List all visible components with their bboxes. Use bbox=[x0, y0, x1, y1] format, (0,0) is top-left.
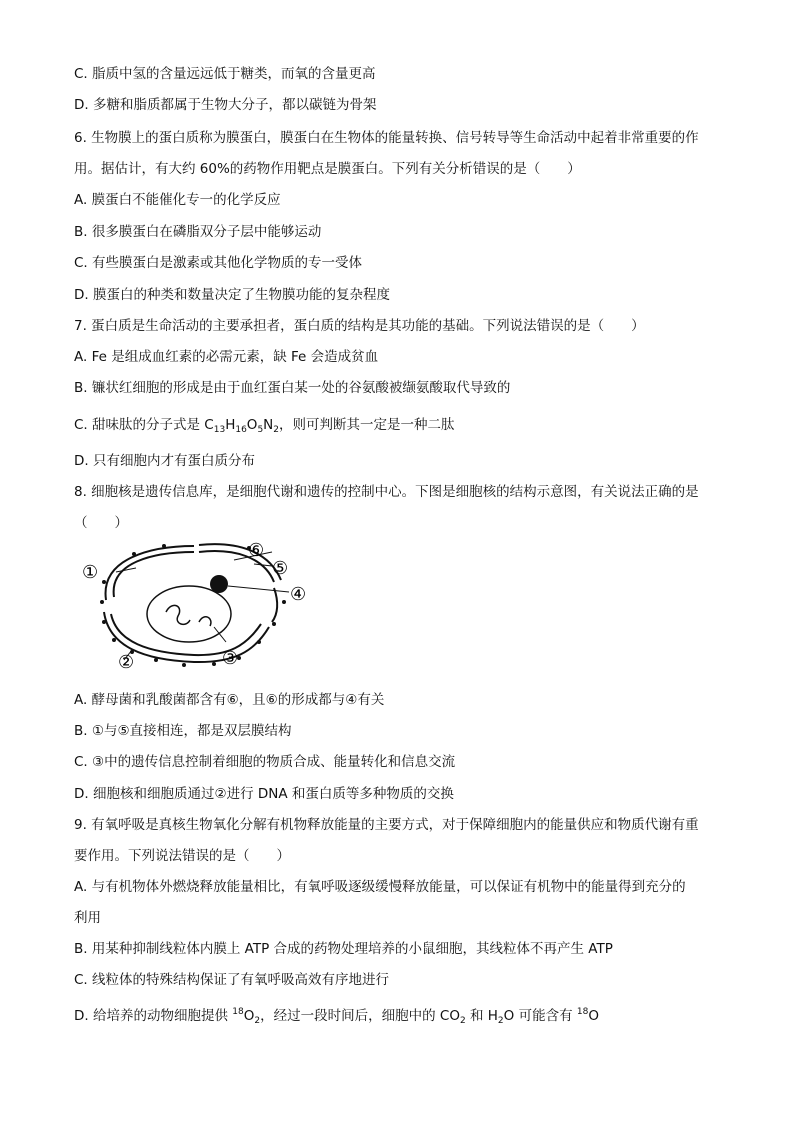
question-8-stem: 8. 细胞核是遗传信息库，是细胞代谢和遗传的控制中心。下图是细胞核的结构示意图，有关说法正确的是 bbox=[74, 484, 699, 500]
option-8b: B. ①与⑤直接相连，都是双层膜结构 bbox=[74, 723, 292, 739]
subscript: 16 bbox=[235, 425, 247, 435]
question-8-stem-cont: （ ） bbox=[74, 515, 128, 531]
question-6-stem: 6. 生物膜上的蛋白质称为膜蛋白，膜蛋白在生物体的能量转换、信号转导等生命活动中起着非常重要的作 bbox=[74, 130, 699, 146]
option-9a-cont: 利用 bbox=[74, 910, 101, 926]
option-8c: C. ③中的遗传信息控制着细胞的物质合成、能量转化和信息交流 bbox=[74, 754, 456, 770]
option-7c-text: C. 甜味肽的分子式是 C bbox=[74, 417, 214, 433]
option-5d: D. 多糖和脂质都属于生物大分子，都以碳链为骨架 bbox=[74, 97, 377, 113]
formula-n: N bbox=[263, 417, 274, 433]
formula-o: O bbox=[243, 1008, 255, 1024]
formula-o: O bbox=[588, 1008, 599, 1024]
option-9d-text-mid2: 和 H bbox=[465, 1008, 498, 1024]
option-9a: A. 与有机物体外燃烧释放能量相比，有氧呼吸逐级缓慢释放能量，可以保证有机物中的能量得到充分的 bbox=[74, 879, 686, 895]
option-9b: B. 用某种抑制线粒体内膜上 ATP 合成的药物处理培养的小鼠细胞，其线粒体不再产生 ATP bbox=[74, 941, 613, 957]
option-6a: A. 膜蛋白不能催化专一的化学反应 bbox=[74, 192, 281, 208]
label-4: ④ bbox=[290, 584, 307, 605]
formula-o: O bbox=[246, 417, 258, 433]
subscript: 13 bbox=[213, 425, 226, 435]
label-5: ⑤ bbox=[272, 558, 289, 579]
option-6c: C. 有些膜蛋白是激素或其他化学物质的专一受体 bbox=[74, 255, 363, 271]
question-9-stem: 9. 有氧呼吸是真核生物氧化分解有机物释放能量的主要方式，对于保障细胞内的能量供应和物质代谢有重 bbox=[74, 817, 699, 833]
label-6: ⑥ bbox=[248, 542, 265, 561]
subscript: 2 bbox=[273, 425, 280, 435]
subscript: 5 bbox=[257, 425, 264, 435]
label-1: ① bbox=[82, 562, 99, 583]
option-7c bbox=[74, 415, 455, 440]
option-6d: D. 膜蛋白的种类和数量决定了生物膜功能的复杂程度 bbox=[74, 287, 390, 303]
option-9c: C. 线粒体的特殊结构保证了有氧呼吸高效有序地进行 bbox=[74, 972, 390, 988]
option-7d: D. 只有细胞内才有蛋白质分布 bbox=[74, 453, 255, 469]
subscript: 2 bbox=[459, 1016, 466, 1026]
option-7b: B. 镰状红细胞的形成是由于血红蛋白某一处的谷氨酸被缬氨酸取代导致的 bbox=[74, 380, 511, 396]
option-7c-text-end: ，则可判断其一定是一种二肽 bbox=[279, 417, 455, 433]
label-3: ③ bbox=[222, 648, 239, 669]
option-8d: D. 细胞核和细胞质通过②进行 DNA 和蛋白质等多种物质的交换 bbox=[74, 786, 454, 802]
superscript: 18 bbox=[576, 1007, 589, 1017]
question-9-stem-cont: 要作用。下列说法错误的是（ ） bbox=[74, 848, 290, 864]
superscript: 18 bbox=[232, 1007, 244, 1017]
option-6b: B. 很多膜蛋白在磷脂双分子层中能够运动 bbox=[74, 224, 322, 240]
option-5c: C. 脂质中氢的含量远远低于糖类，而氧的含量更高 bbox=[74, 66, 376, 82]
nucleus-diagram bbox=[74, 542, 334, 672]
formula-h: H bbox=[225, 417, 236, 433]
option-9d-text-mid3: O 可能含有 bbox=[503, 1008, 577, 1024]
option-9d-text-mid: ，经过一段时间后，细胞中的 CO bbox=[260, 1008, 460, 1024]
option-7a: A. Fe 是组成血红素的必需元素，缺 Fe 会造成贫血 bbox=[74, 349, 379, 365]
label-2: ② bbox=[118, 652, 135, 672]
question-6-stem-cont: 用。据估计，有大约 60%的药物作用靶点是膜蛋白。下列有关分析错误的是（ ） bbox=[74, 161, 581, 177]
option-9d-text: D. 给培养的动物细胞提供 bbox=[74, 1008, 233, 1024]
option-9d bbox=[74, 1002, 599, 1031]
question-7-stem: 7. 蛋白质是生命活动的主要承担者，蛋白质的结构是其功能的基础。下列说法错误的是（ ） bbox=[74, 318, 645, 334]
subscript: 2 bbox=[254, 1016, 261, 1026]
option-8a: A. 酵母菌和乳酸菌都含有⑥，且⑥的形成都与④有关 bbox=[74, 692, 385, 708]
subscript: 2 bbox=[497, 1016, 504, 1026]
